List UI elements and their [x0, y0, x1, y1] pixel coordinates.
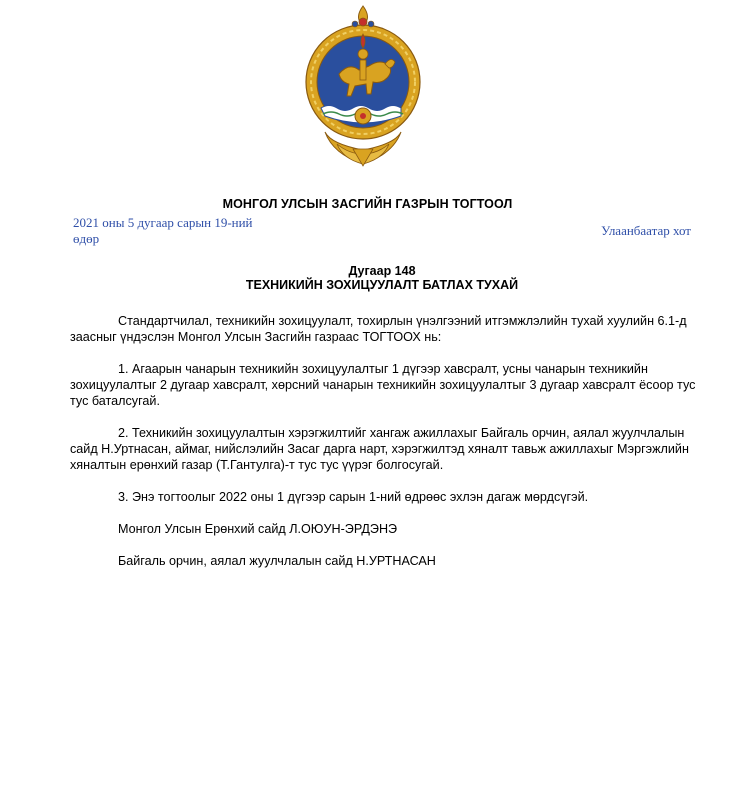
minister-signature: Байгаль орчин, аялал жуулчлалын сайд Н.УРТНАСАН	[118, 554, 436, 568]
preamble-paragraph: Стандартчилал, техникийн зохицуулалт, тохирлын үнэлгээний итгэмжлэлийн тухай хуулийн 6.1-д заасныг үндэслэн Монгол Улсын Засгийн газраас ТОГТООХ нь:	[70, 314, 687, 344]
decree-date: 2021 оны 5 дугаар сарын 19-ний өдөр	[73, 215, 253, 246]
item-1-paragraph: 1. Агаарын чанарын техникийн зохицуулалтыг 1 дүгээр хавсралт, усны чанарын техникийн зохицуулалтыг 2 дугаар хавсралт, хөрсний чанарын техникийн зохицуулалтыг 3 дугаар хавсралт ёсоор тус тус баталсугай.	[70, 362, 696, 408]
document-title: МОНГОЛ УЛСЫН ЗАСГИЙН ГАЗРЫН ТОГТООЛ	[222, 197, 513, 211]
state-emblem-icon	[303, 4, 423, 168]
decree-number: Дугаар 148	[348, 264, 416, 278]
decree-subject: ТЕХНИКИЙН ЗОХИЦУУЛАЛТ БАТЛАХ ТУХАЙ	[245, 278, 519, 292]
prime-minister-signature: Монгол Улсын Ерөнхий сайд Л.ОЮУН-ЭРДЭНЭ	[118, 522, 398, 536]
item-3-paragraph: 3. Энэ тогтоолыг 2022 оны 1 дүгээр сарын 1-ний өдрөөс эхлэн дагаж мөрдсүгэй.	[118, 490, 589, 504]
item-2-paragraph: 2. Техникийн зохицуулалтын хэрэгжилтийг хангаж ажиллахыг Байгаль орчин, аялал жуулчлалын сайд Н.Уртнасан, аймаг, нийслэлийн Засаг дарга нарт, хэрэгжилтэд хяналт тавьж ажиллахыг Мэргэжлийн хяналтын ерөнхий газар (Т.Гантулга)-т тус тус үүрэг болгосугай.	[70, 426, 689, 472]
decree-place: Улаанбаатар хот	[601, 223, 691, 238]
decree-body	[70, 313, 700, 585]
